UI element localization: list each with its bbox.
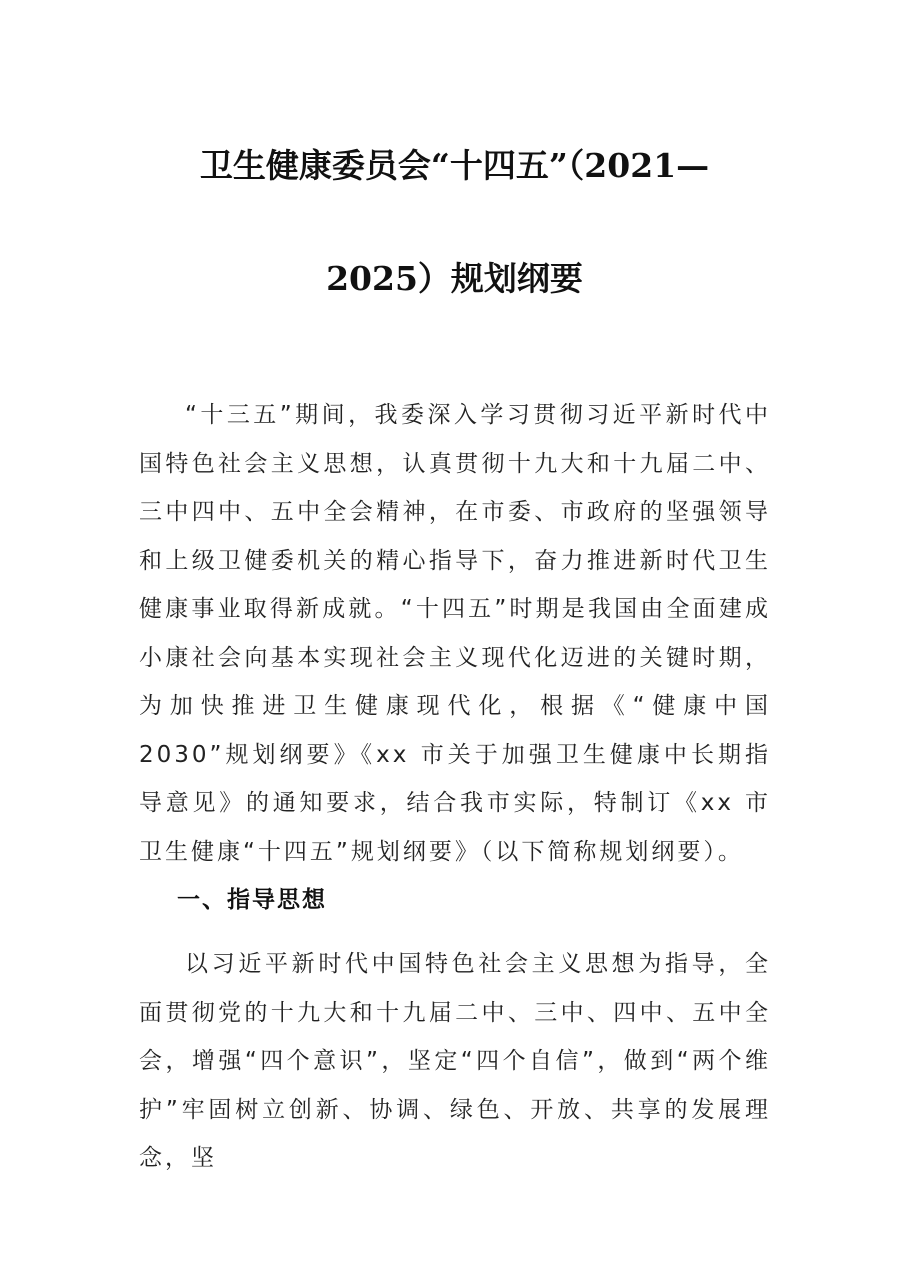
document-title-line-2: 2025）规划纲要 bbox=[326, 259, 583, 298]
section-heading-guiding-ideology: 一、指导思想 bbox=[177, 887, 327, 913]
guiding-ideology-paragraph: 以习近平新时代中国特色社会主义思想为指导，全面贯彻党的十九大和十九届二中、三中、四中、五中全会，增强“四个意识”，坚定“四个自信”，做到“两个维护”牢固树立创新、协调、绿色、开放、共享的发展理念，坚 bbox=[139, 951, 771, 1171]
intro-paragraph: “十三五”期间，我委深入学习贯彻习近平新时代中国特色社会主义思想，认真贯彻十九大和十九届二中、三中四中、五中全会精神，在市委、市政府的坚强领导和上级卫健委机关的精心指导下，奋力推进新时代卫生健康事业取得新成就。“十四五”时期是我国由全面建成小康社会向基本实现社会主义现代化迈进的关键时期，为加快推进卫生健康现代化，根据《“健康中国 2030”规划纲要》《xx 市关于加强卫生健康中长期指导意见》的通知要求，结合我市实际，特制订《xx 市卫生健康“十四五”规划纲要》（以下简称规划纲要）。 bbox=[139, 402, 771, 865]
document-title-line-1: 卫生健康委员会“十四五”（2021— bbox=[199, 146, 710, 185]
